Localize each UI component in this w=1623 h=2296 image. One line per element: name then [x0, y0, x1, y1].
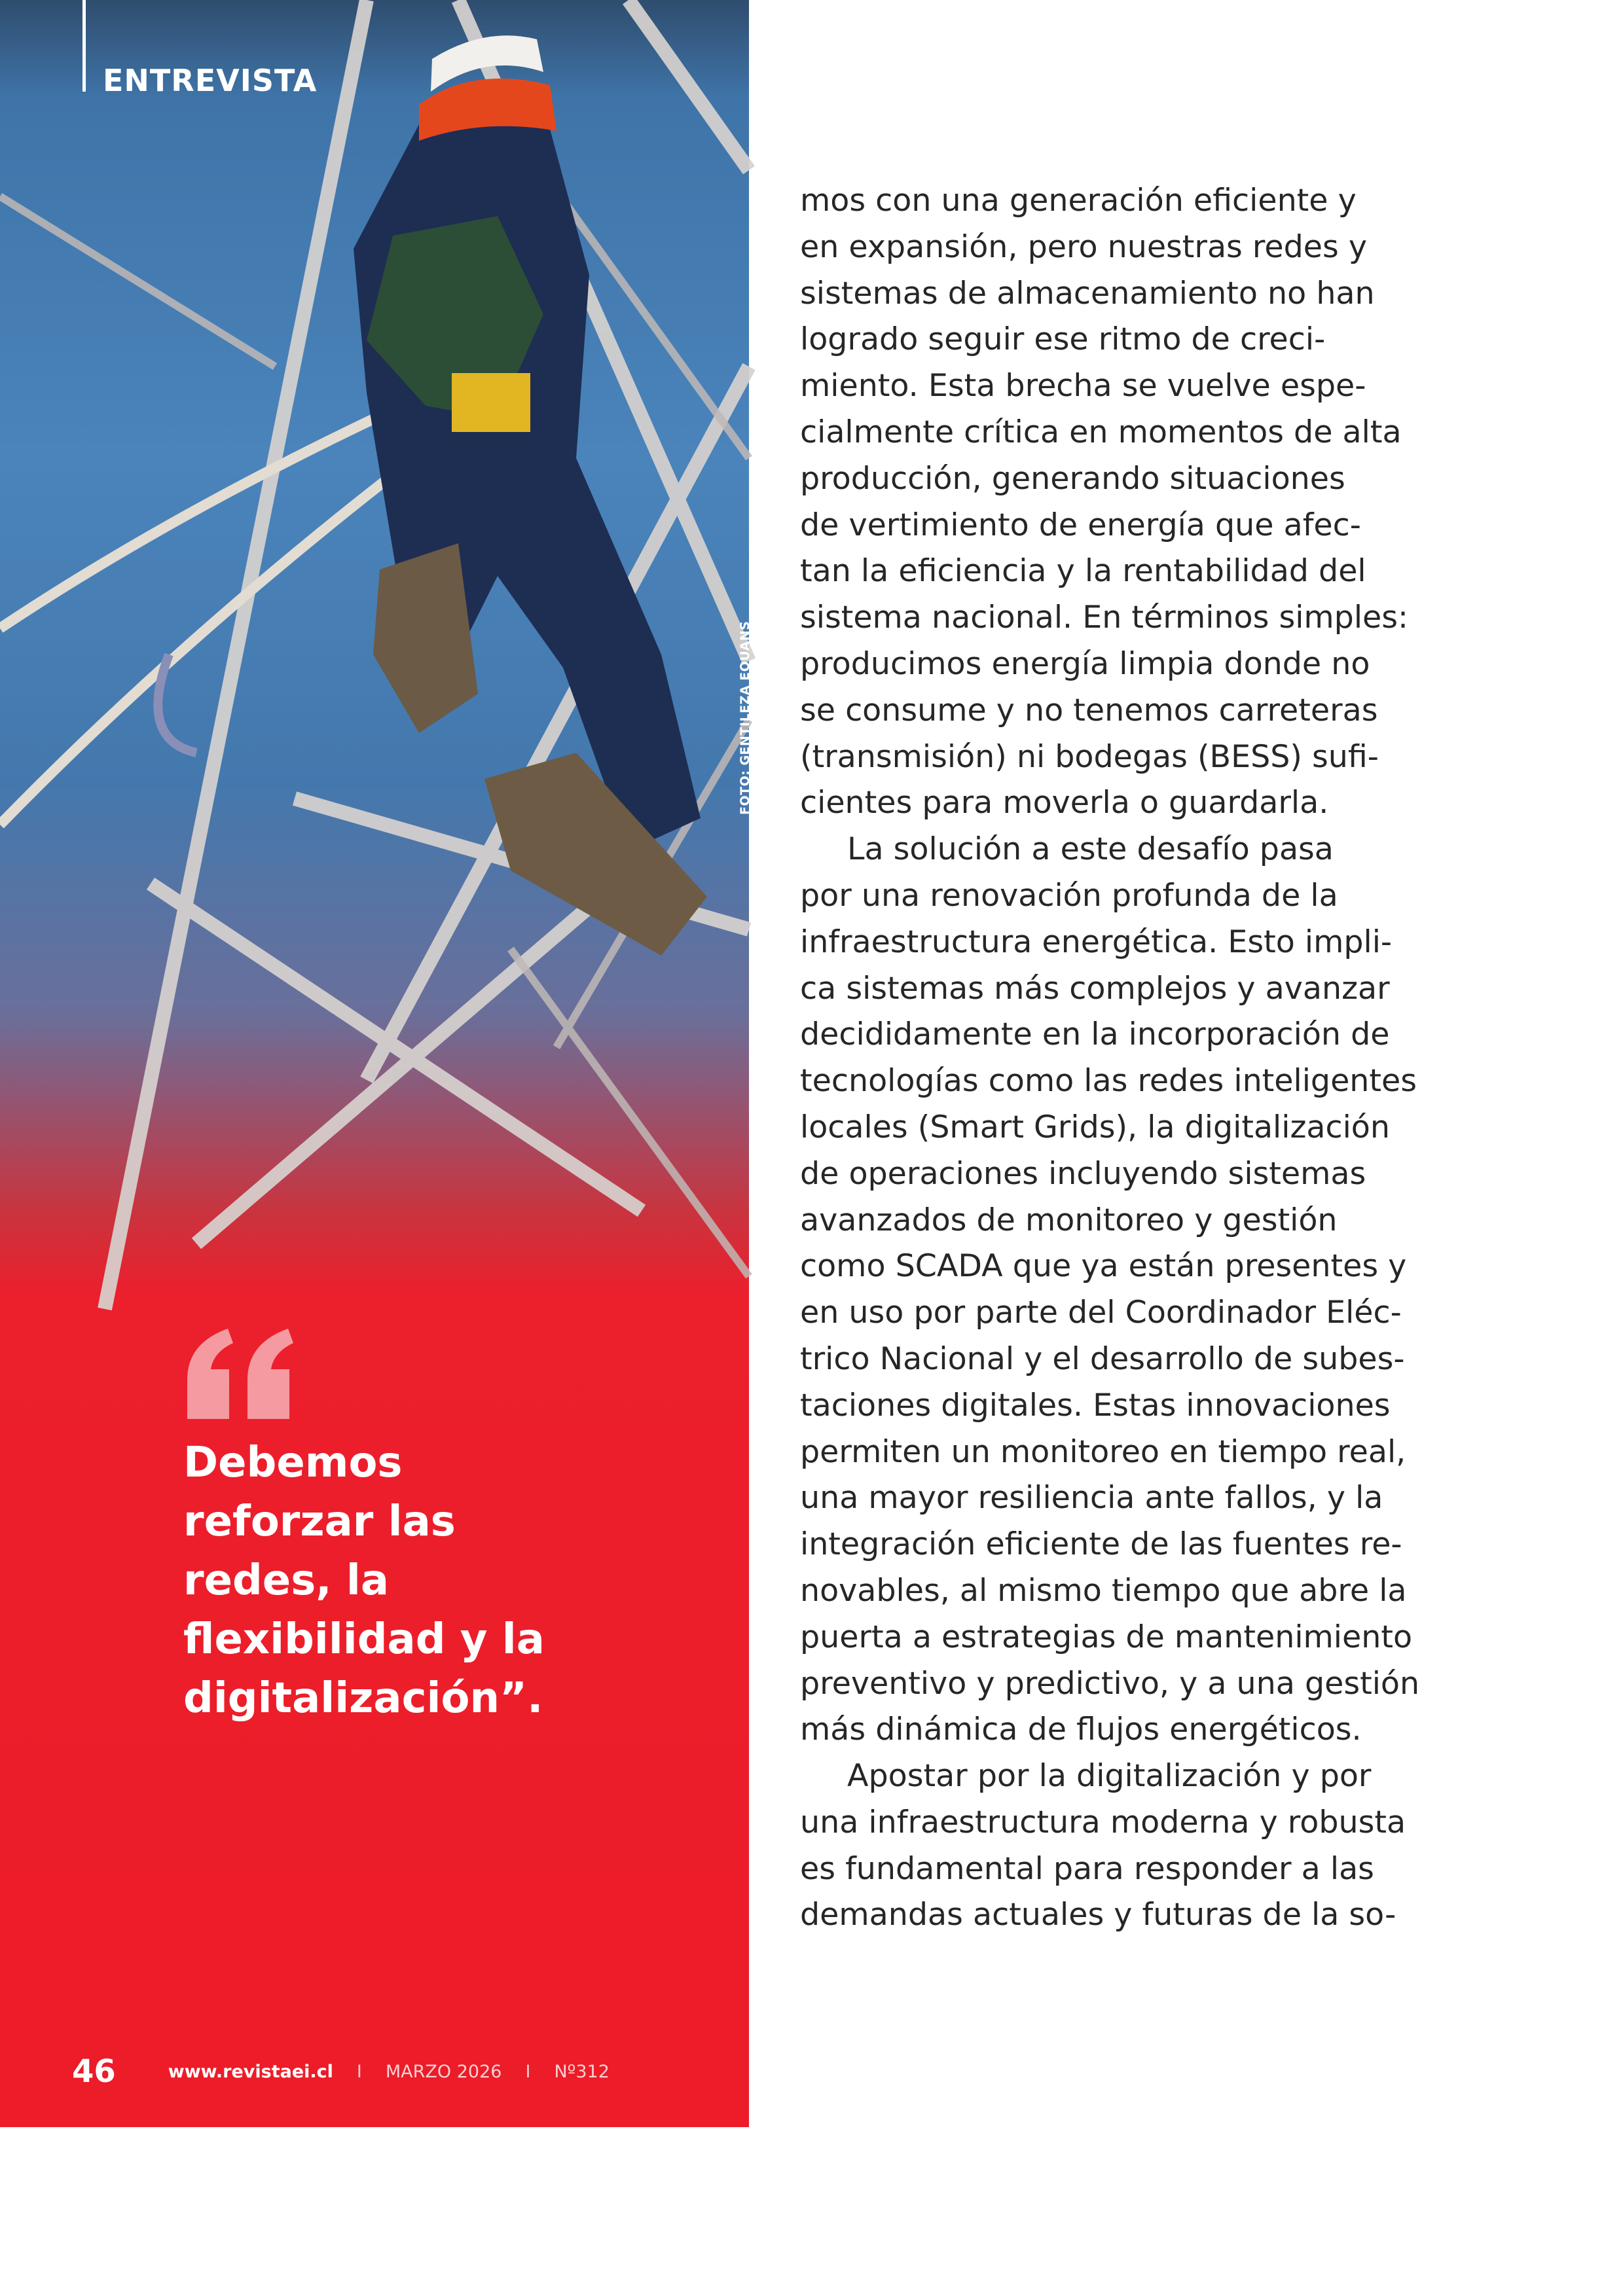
quote-mark-icon	[182, 1329, 300, 1420]
footer-separator: I	[525, 2061, 531, 2082]
body-line: producción, generando situaciones	[800, 460, 1345, 497]
body-line: integración eficiente de las fuentes re-	[800, 1526, 1402, 1563]
body-line: decididamente en la incorporación de	[800, 1016, 1390, 1053]
body-line: una mayor resiliencia ante fallos, y la	[800, 1480, 1383, 1516]
body-line: miento. Esta brecha se vuelve espe-	[800, 368, 1366, 404]
body-line: La solución a este desafío pasa	[847, 831, 1334, 868]
body-line: de operaciones incluyendo sistemas	[800, 1155, 1366, 1192]
body-line: cialmente crítica en momentos de alta	[800, 414, 1402, 450]
section-label: ENTREVISTA	[103, 63, 318, 98]
body-line: mos con una generación eficiente y	[800, 183, 1357, 219]
page-footer	[72, 2049, 610, 2094]
hero-panel	[0, 0, 752, 2127]
footer-separator: I	[356, 2061, 362, 2082]
body-line: preventivo y predictivo, y a una gestión	[800, 1665, 1420, 1702]
pull-quote	[183, 1433, 655, 1728]
body-line: Apostar por la digitalización y por	[847, 1758, 1372, 1795]
body-line: (transmisión) ni bodegas (BESS) sufi-	[800, 738, 1379, 775]
body-line: como SCADA que ya están presentes y	[800, 1248, 1407, 1285]
pull-quote-line: redes, la	[183, 1556, 389, 1605]
body-line: producimos energía limpia donde no	[800, 645, 1370, 682]
page-number: 46	[72, 2053, 116, 2090]
photo-credit: FOTO: GENTILEZA EQUANS	[738, 620, 752, 815]
article-body	[800, 178, 1474, 1939]
body-line: se consume y no tenemos carreteras	[800, 692, 1378, 728]
body-line: locales (Smart Grids), la digitalización	[800, 1109, 1390, 1145]
body-line: ca sistemas más complejos y avanzar	[800, 970, 1390, 1007]
body-line: es fundamental para responder a las	[800, 1850, 1374, 1887]
body-line: permiten un monitoreo en tiempo real,	[800, 1433, 1406, 1470]
pull-quote-line: digitalización”.	[183, 1674, 543, 1723]
body-line: logrado seguir ese ritmo de creci-	[800, 321, 1326, 358]
body-line: taciones digitales. Estas innovaciones	[800, 1387, 1391, 1424]
body-line: sistema nacional. En términos simples:	[800, 600, 1408, 636]
body-line: más dinámica de flujos energéticos.	[800, 1712, 1362, 1748]
body-line: infraestructura energética. Esto impli-	[800, 924, 1393, 960]
body-line: demandas actuales y futuras de la so-	[800, 1897, 1396, 1933]
body-line: sistemas de almacenamiento no han	[800, 275, 1375, 312]
body-line: por una renovación profunda de la	[800, 877, 1338, 914]
issue-number: Nº312	[554, 2061, 610, 2082]
body-line: cientes para moverla o guardarla.	[800, 785, 1329, 821]
body-line: novables, al mismo tiempo que abre la	[800, 1572, 1407, 1609]
pull-quote-line: reforzar las	[183, 1498, 456, 1546]
issue-date: MARZO 2026	[385, 2061, 502, 2082]
worker-figure	[354, 35, 707, 956]
body-line: de vertimiento de energía que afec-	[800, 507, 1361, 543]
body-line: puerta a estrategias de mantenimiento	[800, 1619, 1413, 1655]
body-line: en expansión, pero nuestras redes y	[800, 228, 1367, 265]
body-line: en uso por parte del Coordinador Eléc-	[800, 1295, 1402, 1331]
body-line: tecnologías como las redes inteligentes	[800, 1063, 1417, 1100]
site-url-link[interactable]: www.revistaei.cl	[168, 2061, 333, 2082]
worker-on-tower-photo	[0, 0, 749, 1309]
body-line: avanzados de monitoreo y gestión	[800, 1202, 1338, 1238]
body-line: una infraestructura moderna y robusta	[800, 1804, 1406, 1840]
pull-quote-line: Debemos	[183, 1439, 403, 1487]
section-rule	[82, 0, 86, 92]
body-line: trico Nacional y el desarrollo de subes-	[800, 1340, 1405, 1377]
pull-quote-line: flexibilidad y la	[183, 1615, 545, 1664]
body-line: tan la eficiencia y la rentabilidad del	[800, 553, 1366, 590]
